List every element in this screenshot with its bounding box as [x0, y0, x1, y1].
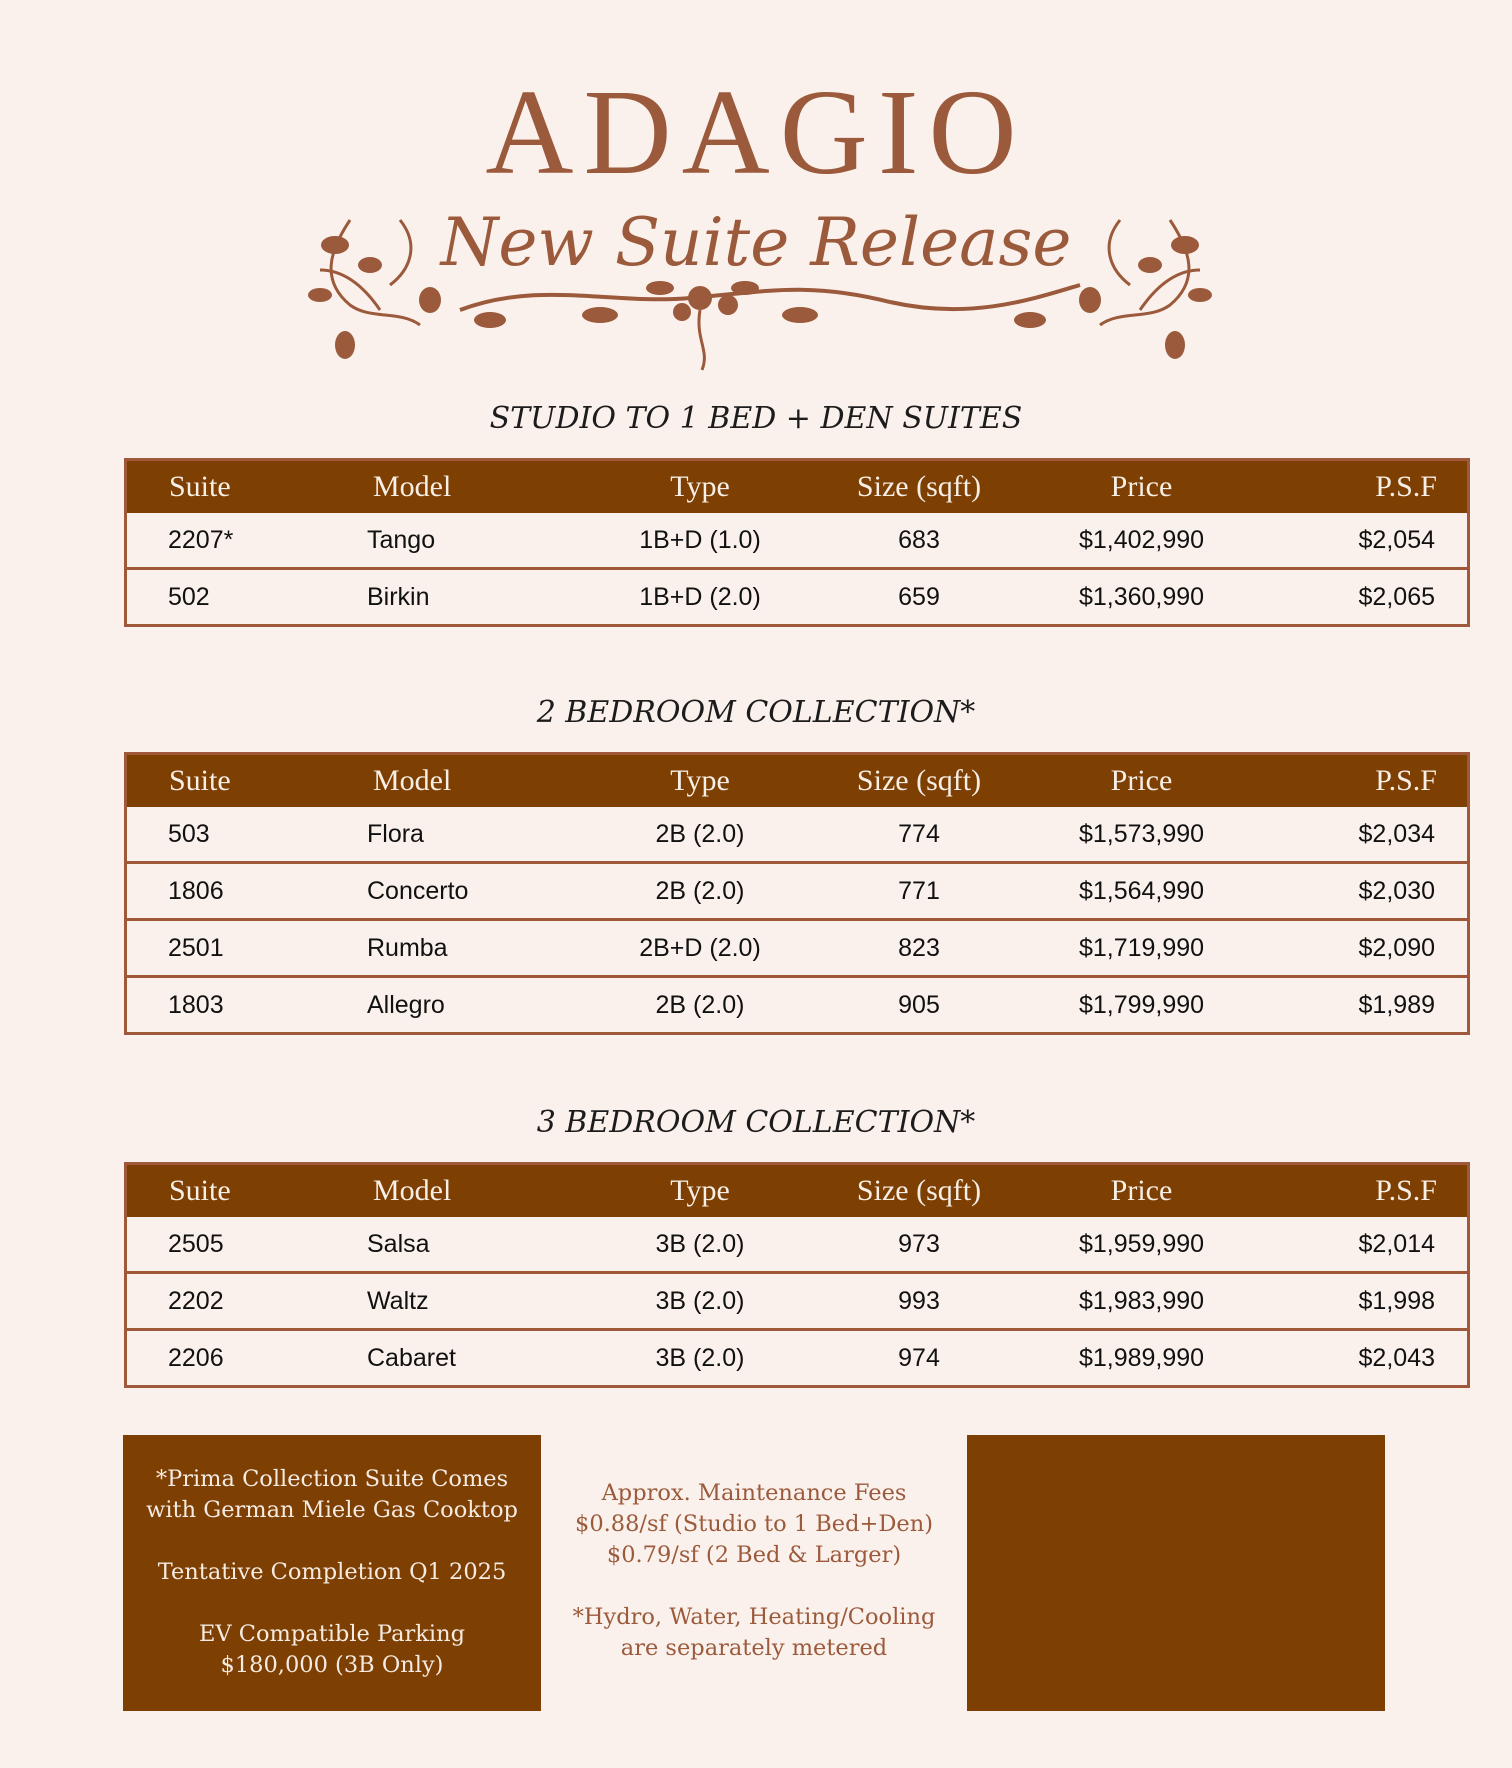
col-header-type: Type: [670, 1174, 730, 1207]
cell-price: $1,983,990: [1029, 1273, 1254, 1330]
table-header-row: [126, 460, 1469, 514]
prima-note-line2: with German Miele Gas Cooktop: [146, 1497, 518, 1523]
cell-type: 3B (2.0): [591, 1273, 809, 1330]
cell-size: 905: [809, 977, 1029, 1034]
cell-price: $1,719,990: [1029, 920, 1254, 977]
cell-price: $1,564,990: [1029, 863, 1254, 920]
col-header-size: Size (sqft): [856, 1174, 982, 1207]
cell-psf: $2,034: [1358, 819, 1435, 848]
section-title-studio: STUDIO TO 1 BED + DEN SUITES: [489, 401, 1023, 436]
subtitle: New Suite Release: [440, 204, 1072, 281]
cell-price: $1,360,990: [1029, 569, 1254, 626]
table-row: [126, 1217, 1469, 1273]
cell-price: $1,799,990: [1029, 977, 1254, 1034]
cell-model: Flora: [367, 819, 424, 848]
table-row: [126, 977, 1469, 1034]
cell-type: 2B (2.0): [655, 819, 745, 848]
cell-size: 683: [898, 525, 940, 554]
notes-box: [123, 1435, 541, 1711]
cell-type: 3B (2.0): [591, 1330, 809, 1387]
cell-suite: 503: [168, 819, 210, 848]
metered-note-line1: *Hydro, Water, Heating/Cooling: [572, 1604, 936, 1630]
completion-note: Tentative Completion Q1 2025: [157, 1559, 507, 1585]
table-header-row: [126, 1164, 1469, 1218]
section-title-2bed: 2 BEDROOM COLLECTION*: [536, 695, 976, 730]
col-header-price: Price: [1110, 470, 1173, 503]
col-header-size: Size (sqft): [856, 470, 982, 503]
cell-price: $1,989,990: [1029, 1330, 1254, 1387]
table-row: [126, 920, 1469, 977]
col-header-price: Price: [1110, 764, 1173, 797]
col-header-price: Price: [1110, 1174, 1173, 1207]
parking-note-line2: $180,000 (3B Only): [220, 1652, 444, 1678]
col-header-type: Type: [670, 764, 730, 797]
table-row: [126, 513, 1469, 569]
table-row: [126, 1273, 1469, 1330]
cell-suite: 2202: [126, 1273, 368, 1330]
table-row: [126, 863, 1469, 920]
metered-note-line2: are separately metered: [620, 1635, 888, 1661]
col-header-suite: Suite: [169, 1174, 231, 1207]
section-title-3bed: 3 BEDROOM COLLECTION*: [536, 1105, 976, 1140]
cell-suite: 2505: [168, 1229, 224, 1258]
col-header-model: Model: [373, 470, 452, 503]
col-header-model: Model: [373, 764, 452, 797]
cell-psf: $1,998: [1254, 1273, 1469, 1330]
cell-model: Allegro: [367, 977, 591, 1034]
cell-type: 2B+D (2.0): [591, 920, 809, 977]
decorative-brown-panel: [967, 1435, 1385, 1711]
table-row: [126, 807, 1469, 863]
table-header-row: [126, 754, 1469, 808]
cell-suite: 1806: [126, 863, 368, 920]
table-3bed: [124, 1162, 1470, 1388]
cell-size: 771: [809, 863, 1029, 920]
cell-model: Cabaret: [367, 1330, 591, 1387]
cell-psf: $2,043: [1254, 1330, 1469, 1387]
col-header-psf: P.S.F: [1375, 1174, 1437, 1207]
col-header-suite: Suite: [169, 764, 231, 797]
cell-psf: $2,030: [1254, 863, 1469, 920]
cell-suite: 1803: [126, 977, 368, 1034]
col-header-psf: P.S.F: [1375, 470, 1437, 503]
cell-psf: $2,014: [1358, 1229, 1435, 1258]
cell-model: Tango: [367, 525, 436, 554]
cell-psf: $1,989: [1254, 977, 1469, 1034]
cell-model: Salsa: [367, 1229, 430, 1258]
cell-model: Waltz: [367, 1273, 591, 1330]
col-header-model: Model: [373, 1174, 452, 1207]
cell-model: Birkin: [367, 569, 591, 626]
col-header-psf: P.S.F: [1375, 764, 1437, 797]
cell-size: 974: [809, 1330, 1029, 1387]
cell-size: 659: [809, 569, 1029, 626]
parking-note-line1: EV Compatible Parking: [198, 1621, 466, 1647]
cell-suite: 2207*: [168, 525, 234, 554]
prima-note-line1: *Prima Collection Suite Comes: [155, 1466, 509, 1492]
cell-psf: $2,090: [1254, 920, 1469, 977]
table-row: [126, 569, 1469, 626]
fees-small-suites: $0.88/sf (Studio to 1 Bed+Den): [575, 1511, 933, 1537]
cell-size: 823: [809, 920, 1029, 977]
maintenance-fees: [541, 1478, 967, 1695]
cell-type: 2B (2.0): [591, 863, 809, 920]
table-2bed: [124, 752, 1470, 1035]
cell-model: Rumba: [367, 920, 591, 977]
table-row: [126, 1330, 1469, 1387]
table-studio-1bed: [124, 458, 1470, 627]
cell-type: 1B+D (2.0): [591, 569, 809, 626]
cell-size: 774: [898, 819, 940, 848]
cell-price: $1,573,990: [1078, 819, 1205, 848]
col-header-size: Size (sqft): [856, 764, 982, 797]
cell-suite: 502: [126, 569, 368, 626]
cell-size: 993: [809, 1273, 1029, 1330]
cell-price: $1,402,990: [1078, 525, 1205, 554]
cell-suite: 2501: [126, 920, 368, 977]
cell-price: $1,959,990: [1078, 1229, 1205, 1258]
col-header-type: Type: [670, 470, 730, 503]
fees-heading: Approx. Maintenance Fees: [601, 1480, 907, 1506]
cell-size: 973: [898, 1229, 940, 1258]
col-header-suite: Suite: [169, 470, 231, 503]
cell-type: 3B (2.0): [655, 1229, 745, 1258]
cell-suite: 2206: [126, 1330, 368, 1387]
fees-large-suites: $0.79/sf (2 Bed & Larger): [606, 1542, 902, 1568]
cell-psf: $2,065: [1254, 569, 1469, 626]
cell-type: 2B (2.0): [591, 977, 809, 1034]
brand-title: ADAGIO: [485, 65, 1027, 200]
cell-psf: $2,054: [1358, 525, 1435, 554]
cell-model: Concerto: [367, 863, 591, 920]
cell-type: 1B+D (1.0): [639, 525, 761, 554]
